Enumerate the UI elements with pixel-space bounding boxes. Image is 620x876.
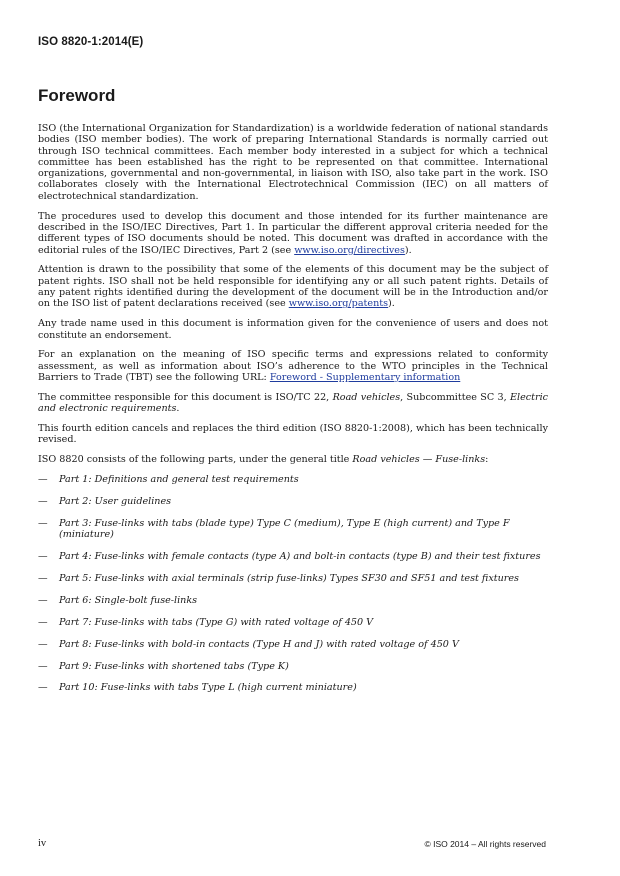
general-title: Road vehicles — Fuse-links [352,454,486,466]
list-dash: — [38,682,48,694]
list-dash: — [38,616,48,628]
list-item [38,617,548,628]
list-item [38,474,548,485]
part-title: Part 10: Fuse-links with tabs Type L (high current miniature) [59,682,357,694]
list-dash: — [38,660,48,672]
page-number: iv [38,838,47,849]
list-item [38,682,548,693]
committee-title: Road vehicles [332,391,401,403]
committee-text-a: The committee responsible for this document is ISO/TC 22, [38,391,333,403]
paragraph-committee [38,392,548,415]
directives-link[interactable]: www.iso.org/directives [294,244,405,256]
part-title: Part 2: User guidelines [59,496,172,508]
list-item [38,639,548,650]
committee-text-c: , Subcommittee SC 3, [400,391,510,403]
list-item [38,595,548,606]
paragraph-patents [38,264,548,309]
paragraph-iso-intro: ISO (the International Organization for Standardization) is a worldwide federation of national standards bodies (ISO member bodies). The work of preparing International Standards is normally carried out through ISO technical committees. Each member body interested in a subject for which a technical committee has been established has the right to be represented on that committee. International organizations, governmental and non-governmental, in liaison with ISO, also take part in the work. ISO collaborates closely with the International Electrotechnical Commission (IEC) on all matters of electrotechnical standardization. [38,123,548,202]
paragraph-conformity [38,349,548,383]
paragraph-edition: This fourth edition cancels and replaces the third edition (ISO 8820-1:2008), which has been technically revised. [38,423,548,446]
part-title: Part 6: Single-bolt fuse-links [59,594,198,606]
part-title: Part 4: Fuse-links with female contacts (type A) and bolt-in contacts (type B) and their test fixtures [59,551,541,563]
supplementary-info-link[interactable]: Foreword - Supplementary information [269,372,461,384]
list-item [38,573,548,584]
list-dash: — [38,496,48,508]
parts-list [38,474,548,694]
part-title: Part 9: Fuse-links with shortened tabs (Type K) [59,660,289,672]
patents-text: Attention is drawn to the possibility that some of the elements of this document may be the subject of patent rights. ISO shall not be held responsible for identifying any or all such patent rights. Details of any patent rights identified during the development of the document will be in the Introduction and/or on the ISO list of patent declarations received (see [38,264,548,310]
committee-text-e: . [176,403,180,415]
parts-intro-text: ISO 8820 consists of the following parts, under the general title [38,454,353,466]
paragraph-procedures [38,211,548,256]
patents-end: ). [388,298,395,310]
foreword-body [38,123,548,704]
part-title: Part 3: Fuse-links with tabs (blade type) Type C (medium), Type E (high current) and Type F (miniature) [59,517,510,541]
page-title: Foreword [38,86,116,105]
part-title: Part 5: Fuse-links with axial terminals (strip fuse-links) Types SF30 and SF51 and test fixtures [59,573,519,585]
subcommittee-title: Electric and electronic requirements [38,391,549,415]
list-dash: — [38,517,48,529]
list-item [38,551,548,562]
list-dash: — [38,573,48,585]
list-dash: — [38,594,48,606]
patents-link[interactable]: www.iso.org/patents [288,298,389,310]
part-title: Part 7: Fuse-links with tabs (Type G) with rated voltage of 450 V [59,616,374,628]
procedures-text: The procedures used to develop this document and those intended for its further maintenance are described in the ISO/IEC Directives, Part 1. In particular the different approval criteria needed for the different types of ISO documents should be noted. This document was drafted in accordance with the editorial rules of the ISO/IEC Directives, Part 2 (see [38,210,548,256]
list-dash: — [38,474,48,486]
procedures-end: ). [404,244,412,256]
copyright-notice: © ISO 2014 – All rights reserved [424,839,546,849]
list-dash: — [38,551,48,563]
list-item [38,661,548,672]
list-item [38,518,548,541]
paragraph-parts-intro [38,454,548,465]
conformity-text: For an explanation on the meaning of ISO specific terms and expressions related to conformity assessment, as well as information about ISO’s adherence to the WTO principles in the Technical Barriers to Trade (TBT) see the following URL: [38,349,548,384]
parts-intro-end: : [485,454,489,466]
part-title: Part 1: Definitions and general test requirements [59,474,299,486]
list-dash: — [38,638,48,650]
paragraph-trade-name: Any trade name used in this document is information given for the convenience of users and does not constitute an endorsement. [38,318,548,341]
list-item [38,496,548,507]
part-title: Part 8: Fuse-links with bold-in contacts (Type H and J) with rated voltage of 450 V [59,638,459,650]
document-id: ISO 8820-1:2014(E) [38,36,144,48]
